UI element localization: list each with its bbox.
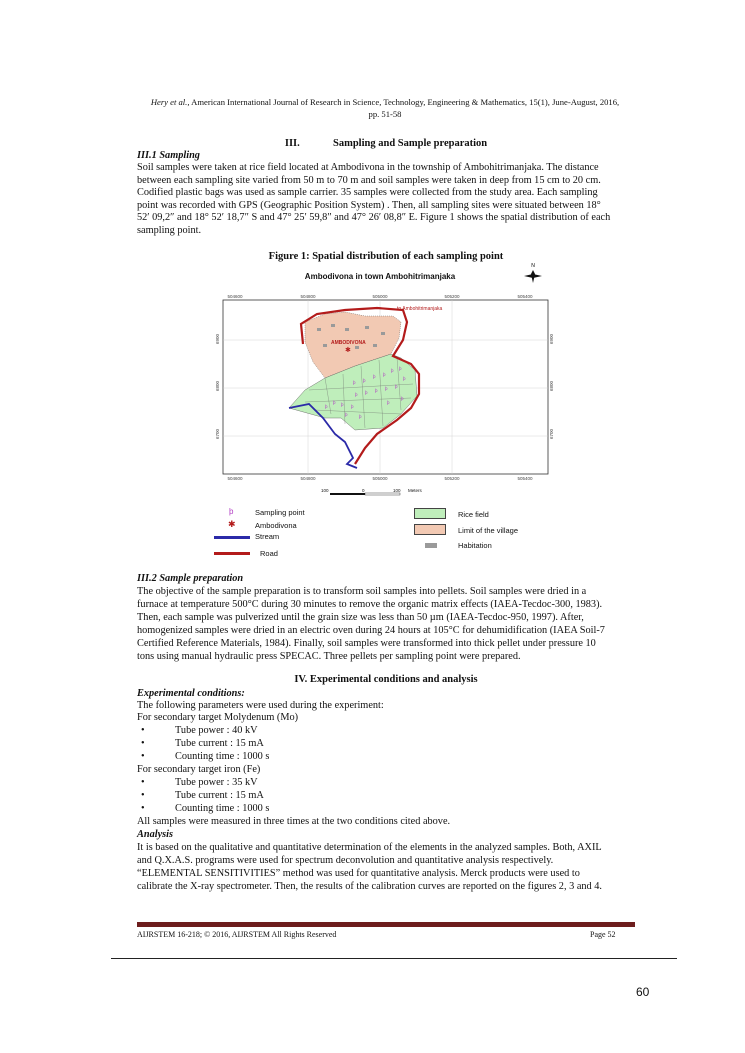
bullet-icon: •: [141, 751, 145, 762]
sampling-heading: III.1 Sampling: [137, 150, 200, 161]
section-4-heading: IV. Experimental conditions and analysis: [294, 674, 478, 685]
journal-citation: [135, 96, 635, 120]
stream-swatch: [214, 536, 250, 539]
analysis-line: “ELEMENTAL SENSITIVITIES” method was used for quantitative analysis. Merck products were used to: [137, 868, 580, 879]
fe-param: Tube power : 35 kV: [175, 777, 258, 788]
footer-page: Page 52: [590, 930, 616, 939]
legend-road: Road: [260, 549, 278, 558]
sampling-line: 52′ 09,2″ and 18° 52′ 18,7″ S and 47° 25′ 59,8″ and 47° 26′ 08,8″ E. Figure 1 shows the spatial distribution of each: [137, 212, 611, 223]
svg-text:þ: þ: [385, 386, 388, 391]
footer-copyright: AIJRSTEM 16-218; © 2016, AIJRSTEM All Rights Reserved: [137, 930, 337, 939]
svg-text:þ: þ: [351, 404, 354, 409]
y-tick-right: 6800: [549, 380, 554, 391]
preparation-line: The objective of the sample preparation is to transform soil samples into pellets. Soil samples were dried in a: [137, 586, 587, 597]
y-tick-left: 6800: [215, 380, 220, 391]
north-label: N: [531, 263, 535, 269]
scale-label: 100: [393, 488, 401, 493]
citation-authors: Hery et al.,: [150, 97, 190, 107]
y-tick-right: 6900: [549, 333, 554, 344]
preparation-line: Then, each sample was pulverized until the grain size was less than 50 µm (IAEA-Tecdoc-950, 1997). After,: [137, 612, 584, 623]
legend-sampling-point: Sampling point: [255, 508, 305, 517]
sampling-line: between each sampling site varied from 50 m to 70 m and soil samples were taken in deep from 15 cm to 20 cm.: [137, 174, 601, 186]
preparation-line: furnace at temperature 500°C during 30 minutes to remove the organic matrix effects (IAEA-Tecdoc-300, 1983).: [137, 599, 603, 610]
village-marker-icon: ✱: [345, 346, 351, 354]
svg-text:þ: þ: [373, 374, 376, 379]
preparation-line: Certified Reference Materials, 1984). Finally, soil samples were transformed into thick pellet under pressure 10: [137, 638, 596, 649]
legend-ambodivona: Ambodivona: [255, 521, 297, 530]
fe-target-label: For secondary target iron (Fe): [137, 764, 261, 775]
experimental-intro: The following parameters were used during the experiment:: [137, 700, 384, 711]
bullet-icon: •: [141, 725, 145, 736]
mo-param: Tube current : 15 mA: [175, 738, 264, 749]
mo-param: Counting time : 1000 s: [175, 751, 270, 762]
svg-text:þ: þ: [345, 412, 348, 417]
fe-param: Counting time : 1000 s: [175, 803, 270, 814]
y-tick-left: 6700: [215, 428, 220, 439]
sampling-point-icon: þ: [229, 507, 234, 516]
figure-title: Figure 1: Spatial distribution of each sampling point: [268, 251, 504, 262]
mo-param: Tube power : 40 kV: [175, 725, 258, 736]
x-tick-top: 504600: [227, 294, 243, 299]
analysis-line: It is based on the qualitative and quantitative determination of the elements in the analyzed samples. Both, AXIL: [137, 842, 602, 853]
section-3-title: Sampling and Sample preparation: [333, 138, 488, 149]
x-tick-top: 505200: [444, 294, 460, 299]
y-tick-right: 6700: [549, 428, 554, 439]
sampling-line: point was recorded with GPS (Geographic Position System) . Then, all sampling sites were situated between 18°: [137, 199, 601, 211]
x-tick-bottom: 504600: [227, 476, 243, 481]
svg-text:þ: þ: [395, 384, 398, 389]
road-destination-label: to Ambohitrimanjaka: [397, 306, 443, 312]
section-3-heading: [137, 138, 635, 149]
sampling-line: Codified plastic bags was used as sample carrier. 35 samples were collected from the study area. Each sampling: [137, 187, 598, 198]
svg-text:þ: þ: [355, 392, 358, 397]
preparation-heading: III.2 Sample preparation: [137, 573, 244, 584]
legend-stream: Stream: [255, 532, 280, 541]
bullet-icon: •: [141, 738, 145, 749]
map-title: Ambodivona in town Ambohitrimanjaka: [304, 272, 456, 281]
page-number: 60: [636, 985, 650, 999]
scale-label: 0: [362, 488, 365, 493]
x-tick-top: 505000: [372, 294, 388, 299]
svg-text:þ: þ: [333, 400, 336, 405]
bullet-icon: •: [141, 790, 145, 801]
svg-text:þ: þ: [403, 376, 406, 381]
svg-text:þ: þ: [359, 414, 362, 419]
analysis-line: calibrate the X-ray spectrometer. Then, the results of the calibration curves are reported on the figures 2, 3 and 4.: [137, 881, 602, 892]
svg-text:þ: þ: [387, 400, 390, 405]
bullet-icon: •: [141, 803, 145, 814]
svg-text:þ: þ: [363, 378, 366, 383]
x-tick-bottom: 505400: [517, 476, 533, 481]
north-arrow-icon: [524, 263, 542, 283]
scale-label: Meters: [408, 488, 422, 493]
village-swatch: [414, 524, 446, 535]
footer-bar: [137, 922, 635, 927]
svg-text:þ: þ: [365, 390, 368, 395]
svg-text:þ: þ: [391, 368, 394, 373]
x-tick-bottom: 505200: [444, 476, 460, 481]
svg-text:þ: þ: [383, 372, 386, 377]
svg-text:þ: þ: [325, 404, 328, 409]
experimental-heading: Experimental conditions:: [137, 688, 245, 699]
svg-text:þ: þ: [375, 388, 378, 393]
svg-text:þ: þ: [401, 396, 404, 401]
page-divider: [111, 958, 677, 959]
svg-text:þ: þ: [353, 380, 356, 385]
citation-journal: American International Journal of Research in Science, Technology, Engineering & Mathematics, 15(1), June-August, 2016,: [189, 97, 620, 107]
citation-pages: pp. 51-58: [368, 109, 402, 119]
fe-param: Tube current : 15 mA: [175, 790, 264, 801]
svg-text:þ: þ: [341, 402, 344, 407]
y-tick-left: 6900: [215, 333, 220, 344]
x-tick-top: 505400: [517, 294, 533, 299]
rice-field-swatch: [414, 508, 446, 519]
legend-rice-field: Rice field: [458, 510, 489, 519]
legend-village-limit: Limit of the village: [458, 526, 519, 535]
sampling-line: Soil samples were taken at rice field located at Ambodivona in the township of Ambohitrimanjaka. The distance: [137, 162, 599, 173]
preparation-line: homogenized samples were dried in an electric oven during 24 hours at 105°C for dehumidification (IAEA Soil-7: [137, 625, 605, 636]
habitation-swatch: [425, 543, 437, 548]
analysis-line: and Q.X.A.S. programs were used for spectrum deconvolution and quantitative analysis respectively.: [137, 855, 554, 866]
section-3-number: III.: [284, 138, 300, 149]
scale-bar: [330, 493, 400, 495]
sampling-line: sampling point.: [137, 224, 202, 236]
preparation-line: tons using manual hydraulic press SPECAC. Three pellets per sampling point were prepared.: [137, 651, 521, 662]
scale-label: 100: [321, 488, 329, 493]
x-tick-bottom: 504800: [300, 476, 316, 481]
svg-text:þ: þ: [399, 366, 402, 371]
mo-target-label: For secondary target Molydenum (Mo): [137, 712, 299, 723]
x-tick-top: 504800: [300, 294, 316, 299]
analysis-heading: Analysis: [137, 829, 174, 840]
road-swatch: [214, 552, 250, 555]
ambodivona-marker-icon: ✱: [228, 519, 236, 529]
village-name-label: AMBODIVONA: [331, 340, 366, 346]
bullet-icon: •: [141, 777, 145, 788]
experimental-closing: All samples were measured in three times at the two conditions cited above.: [137, 816, 451, 827]
legend-habitation: Habitation: [458, 541, 492, 550]
x-tick-bottom: 505000: [372, 476, 388, 481]
map-figure: [205, 258, 565, 498]
